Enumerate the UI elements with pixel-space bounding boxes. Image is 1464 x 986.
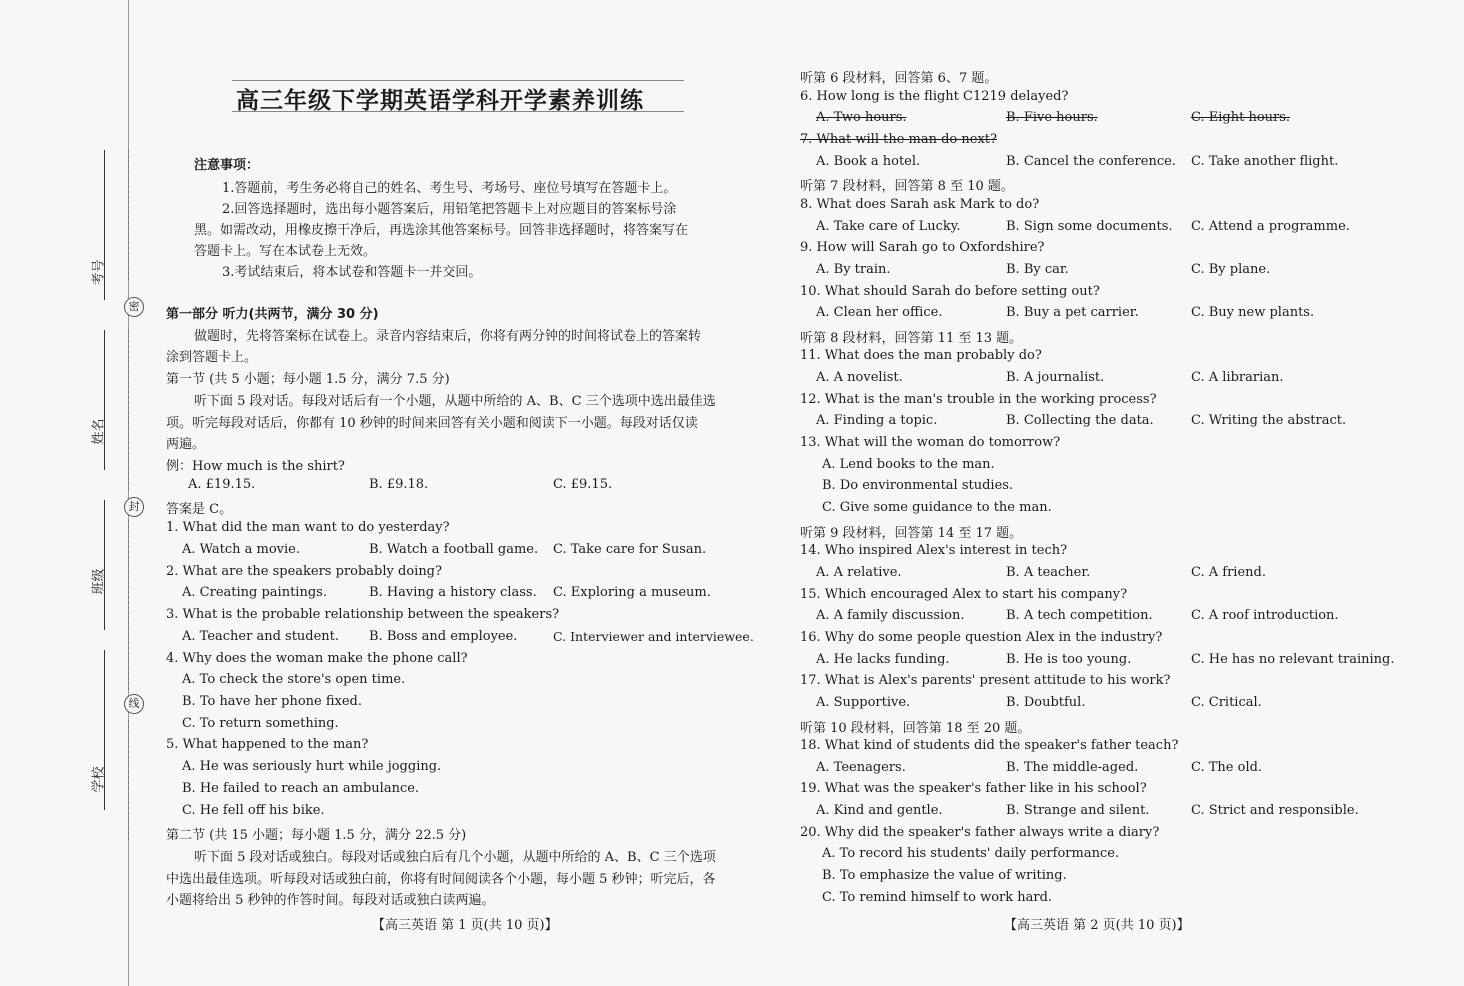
answer-option[interactable]: B. Collecting the data. [1006,413,1154,429]
seal-mark: 线 [124,694,144,714]
answer-option[interactable]: A. Creating paintings. [182,585,327,600]
answer-option[interactable]: B. Having a history class. [369,585,537,600]
page-footer: 【高三英语 第 2 页(共 10 页)】 [1004,918,1190,933]
answer-option[interactable]: C. Eight hours. [1191,110,1291,126]
answer-option[interactable]: C. He has no relevant training. [1191,651,1395,667]
answer-option[interactable]: A. By train. [816,261,891,277]
answer-option[interactable]: B. Sign some documents. [1006,218,1173,234]
answer-option[interactable]: C. The old. [1191,759,1263,775]
answer-option[interactable]: C. Interviewer and interviewee. [553,629,754,644]
answer-option[interactable]: B. To have her phone fixed. [182,694,363,709]
part1-intro: 做题时，先将答案标在试卷上。录音内容结束后，你将有两分钟的时间将试卷上的答案转 [194,329,702,344]
question: 6. How long is the flight C1219 delayed? [800,88,1069,104]
answer-option[interactable]: B. Doubtful. [1006,694,1086,710]
seal-dash-line [128,150,129,280]
answer-option[interactable]: A. A novelist. [816,370,903,386]
material-heading: 听第 9 段材料，回答第 14 至 17 题。 [800,525,1023,541]
answer-option[interactable]: A. He lacks funding. [816,651,950,667]
question: 1. What did the man want to do yesterday? [166,520,450,535]
name-label: 姓名 [91,418,107,445]
seal-dash-line [128,520,129,690]
answer-option[interactable]: C. Attend a programme. [1191,218,1350,234]
section1-intro: 听下面 5 段对话。每段对话后有一个小题，从题中所给的 A、B、C 三个选项中选出最佳选 [194,394,716,409]
answer-option[interactable]: B. He failed to reach an ambulance. [182,781,420,796]
material-heading: 听第 6 段材料，回答第 6、7 题。 [800,71,998,86]
answer-option[interactable]: C. A friend. [1191,564,1266,580]
question: 9. How will Sarah go to Oxfordshire? [800,240,1045,256]
question: 8. What does Sarah ask Mark to do? [800,196,1040,212]
answer-option[interactable]: C. A librarian. [1191,370,1284,386]
answer-option[interactable]: C. Writing the abstract. [1191,413,1347,429]
answer-option[interactable]: B. By car. [1006,261,1069,277]
answer-option[interactable]: A. A family discussion. [816,608,965,624]
question: 18. What kind of students did the speaker's father teach? [800,738,1179,754]
section2-heading: 第二节 (共 15 小题；每小题 1.5 分，满分 22.5 分) [166,828,467,843]
title-rule [232,111,684,112]
question: 16. Why do some people question Alex in the industry? [800,629,1163,645]
answer-option[interactable]: A. A relative. [816,564,902,580]
answer-option[interactable]: C. Give some guidance to the man. [822,500,1052,515]
question: 4. Why does the woman make the phone call? [166,651,468,666]
answer-option[interactable]: B. Watch a football game. [369,542,539,557]
answer-option[interactable]: A. Supportive. [816,694,911,710]
answer-option[interactable]: B. A teacher. [1006,564,1091,580]
material-heading: 听第 10 段材料，回答第 18 至 20 题。 [800,720,1031,736]
question: 10. What should Sarah do before setting out? [800,283,1100,299]
example-answer: 答案是 C。 [166,502,233,517]
answer-option[interactable]: B. Boss and employee. [369,629,518,644]
example-question: 例：How much is the shirt? [166,459,345,474]
answer-option[interactable]: C. He fell off his bike. [182,803,325,818]
answer-option[interactable]: C. To return something. [182,716,339,731]
answer-option[interactable]: A. Book a hotel. [816,153,921,169]
answer-option[interactable]: A. Teacher and student. [182,629,340,644]
answer-option[interactable]: B. A tech competition. [1006,608,1153,624]
answer-option[interactable]: B. A journalist. [1006,370,1105,386]
question: 17. What is Alex's parents' present attitude to his work? [800,673,1171,689]
class-label: 班级 [91,568,107,595]
notice-line: 3.考试结束后，将本试卷和答题卡一并交回。 [222,265,482,280]
page-title: 高三年级下学期英语学科开学素养训练 [236,88,644,114]
answer-option[interactable]: A. Kind and gentle. [816,803,943,819]
answer-option[interactable]: A. Lend books to the man. [822,456,995,472]
answer-option[interactable]: B. He is too young. [1006,651,1132,667]
section2-intro: 听下面 5 段对话或独白。每段对话或独白后有几个小题，从题中所给的 A、B、C 三个选项 [194,850,716,865]
school-label: 学校 [91,766,107,793]
answer-option[interactable]: C. Buy new plants. [1191,305,1315,321]
seal-mark: 密 [124,297,144,317]
answer-option[interactable]: A. Two hours. [816,110,907,126]
notice-line: 2.回答选择题时，选出每小题答案后，用铅笔把答题卡上对应题目的答案标号涂 [222,202,677,217]
answer-option[interactable]: C. A roof introduction. [1191,608,1339,624]
answer-option[interactable]: C. Take care for Susan. [553,542,707,557]
question: 14. Who inspired Alex's interest in tech? [800,543,1068,559]
answer-option[interactable]: C. To remind himself to work hard. [822,889,1053,905]
question: 3. What is the probable relationship between the speakers? [166,607,560,622]
class-line[interactable] [104,500,105,630]
notice-line: 黑。如需改动，用橡皮擦干净后，再选涂其他答案标号。回答非选择题时，将答案写在 [194,223,689,238]
section1-intro: 两遍。 [166,437,206,452]
material-heading: 听第 7 段材料，回答第 8 至 10 题。 [800,179,1014,195]
answer-option[interactable]: A. To check the store's open time. [182,672,406,687]
answer-option[interactable]: A. Watch a movie. [182,542,301,557]
section1-heading: 第一节 (共 5 小题；每小题 1.5 分，满分 7.5 分) [166,372,450,387]
example-option: B. £9.18. [369,477,429,492]
answer-option[interactable]: C. Critical. [1191,694,1262,710]
question: 15. Which encouraged Alex to start his company? [800,586,1128,602]
answer-option[interactable]: C. Exploring a museum. [553,585,711,600]
answer-option[interactable]: C. Take another flight. [1191,153,1339,169]
page-footer: 【高三英语 第 1 页(共 10 页)】 [372,918,558,933]
binding-margin [0,0,150,986]
section2-intro: 小题将给出 5 秒钟的作答时间。每段对话或独白读两遍。 [166,893,495,908]
part1-heading: 第一部分 听力(共两节，满分 30 分) [166,307,379,322]
question: 5. What happened to the man? [166,737,369,752]
exam-number-label: 考号 [91,259,107,286]
answer-option[interactable]: A. Clean her office. [816,305,943,321]
title-rule [232,80,684,81]
notice-line: 答题卡上。写在本试卷上无效。 [194,244,377,259]
answer-option[interactable]: B. Five hours. [1006,110,1098,126]
seal-dash-line [128,720,129,840]
question: 13. What will the woman do tomorrow? [800,435,1061,451]
answer-option[interactable]: A. Take care of Lucky. [816,218,961,234]
answer-option[interactable]: B. The middle-aged. [1006,759,1139,775]
example-option: C. £9.15. [553,477,613,492]
part1-intro: 涂到答题卡上。 [166,350,258,365]
answer-option[interactable]: C. Strict and responsible. [1191,803,1359,819]
answer-option[interactable]: B. Cancel the conference. [1006,153,1176,169]
notice-line: 1.答题前，考生务必将自己的姓名、考生号、考场号、座位号填写在答题卡上。 [222,181,677,196]
material-heading: 听第 8 段材料，回答第 11 至 13 题。 [800,330,1023,346]
question: 12. What is the man's trouble in the working process? [800,391,1157,407]
answer-option[interactable]: B. Strange and silent. [1006,803,1150,819]
answer-option[interactable]: A. Finding a topic. [816,413,938,429]
example-option: A. £19.15. [188,477,256,492]
seal-mark: 封 [124,497,144,517]
answer-option[interactable]: A. He was seriously hurt while jogging. [182,759,442,774]
question: 11. What does the man probably do? [800,348,1042,364]
question: 19. What was the speaker's father like in his school? [800,781,1147,797]
answer-option[interactable]: B. Buy a pet carrier. [1006,305,1139,321]
answer-option[interactable]: B. Do environmental studies. [822,478,1014,494]
notice-heading: 注意事项： [194,158,260,173]
seal-dash-line [128,330,129,490]
section2-intro: 中选出最佳选项。听每段对话或独白前，你将有时间阅读各个小题，每小题 5 秒钟；听完后，各 [166,872,716,887]
section1-intro: 项。听完每段对话后，你都有 10 秒钟的时间来回答有关小题和阅读下一小题。每段对话仅读 [166,416,698,431]
question: 2. What are the speakers probably doing? [166,564,442,579]
question: 20. Why did the speaker's father always write a diary? [800,824,1160,840]
answer-option[interactable]: C. By plane. [1191,261,1271,277]
name-line[interactable] [104,330,105,470]
question: 7. What will the man do next? [800,131,997,147]
answer-option[interactable]: B. To emphasize the value of writing. [822,868,1067,884]
answer-option[interactable]: A. To record his students' daily performance. [822,846,1120,862]
answer-option[interactable]: A. Teenagers. [816,759,906,775]
